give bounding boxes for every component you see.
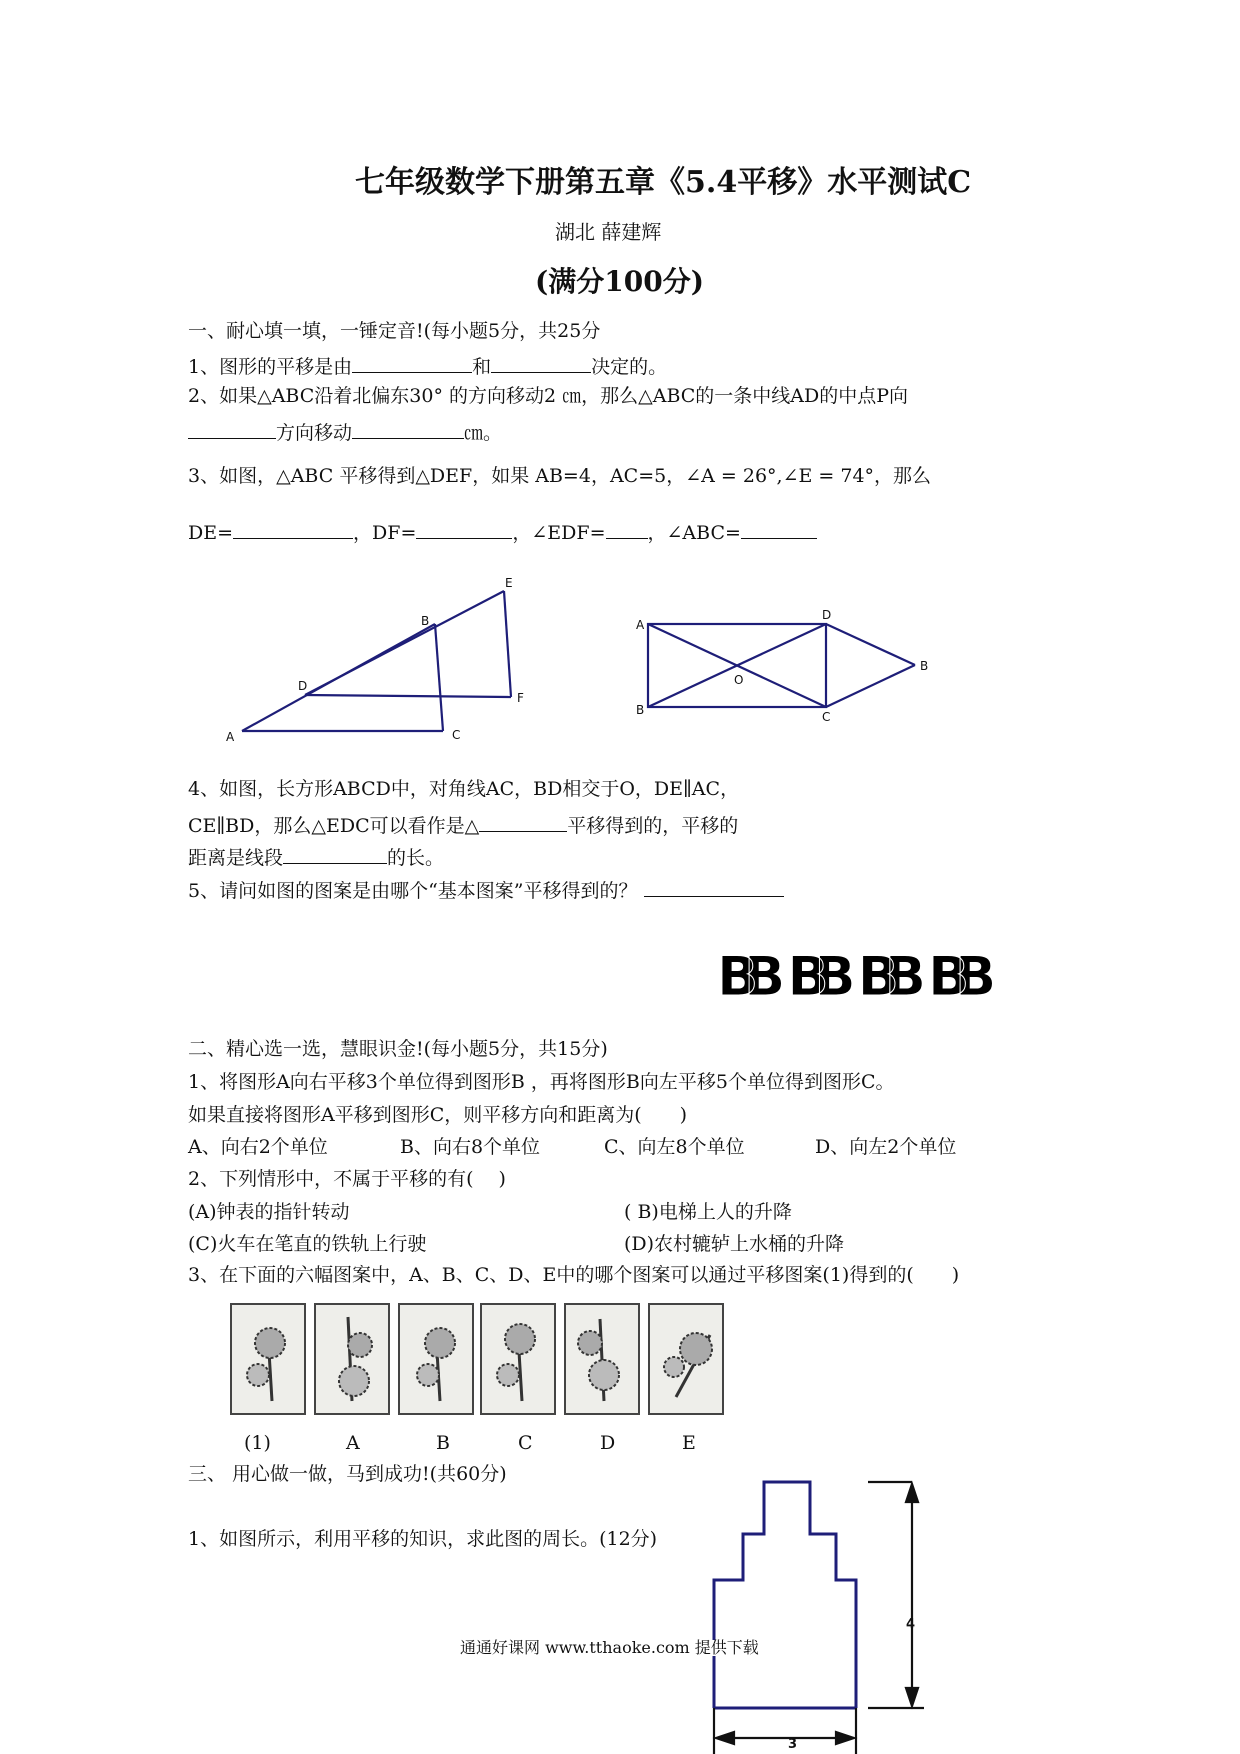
s2-q1-option-c: C、向左8个单位	[604, 1136, 745, 1158]
card-label-c: C	[518, 1432, 533, 1454]
fig2-label-b: B	[636, 703, 645, 717]
s1-q5-blank[interactable]	[644, 878, 784, 897]
flower-icon	[316, 1305, 388, 1413]
flower-icon	[482, 1305, 554, 1413]
s1-q1-a: 1、图形的平移是由	[188, 356, 353, 378]
fig1-label-d: D	[298, 679, 308, 693]
flower-card-d	[564, 1303, 640, 1415]
flower-card-a	[314, 1303, 390, 1415]
dim-height-label: 4	[906, 1617, 916, 1632]
card-label-a: A	[346, 1432, 360, 1454]
fig2-label-e: B	[920, 659, 929, 673]
fig1-label-c: C	[452, 728, 461, 742]
s1-q5-text: 5、请问如图的图案是由哪个“基本图案”平移得到的？	[188, 880, 638, 902]
page-title: 七年级数学下册第五章《5.4平移》水平测试C	[355, 165, 972, 200]
footer-text: 通通好课网 www.tthaoke.com 提供下载	[460, 1638, 759, 1657]
bb-unit-2: BB	[787, 945, 842, 1008]
s1-q3-de: DE=	[188, 522, 234, 544]
bb-unit-3: BB	[857, 945, 912, 1008]
section3-heading: 三、 用心做一做，马到成功!(共60分)	[188, 1463, 507, 1485]
perimeter-figure	[714, 1482, 856, 1708]
s1-q4-line1: 4、如图，长方形ABCD中，对角线AC，BD相交于O，DE∥AC，	[188, 778, 740, 800]
s2-q2-option-b: ( B)电梯上人的升降	[624, 1201, 792, 1223]
s2-q2-option-a: (A)钟表的指针转动	[188, 1201, 350, 1223]
flower-card-c	[480, 1303, 556, 1415]
s1-q4-blank1[interactable]	[479, 813, 567, 832]
s2-q3-text: 3、在下面的六幅图案中，A、B、C、D、E中的哪个图案可以通过平移图案(1)得到的( )	[188, 1264, 960, 1286]
s2-q2-option-d: (D)农村辘轳上水桶的升降	[624, 1233, 845, 1255]
s1-q3-abc: ，∠ABC=	[647, 522, 741, 544]
fig1-side-de	[305, 591, 504, 695]
card-label-1: (1)	[244, 1432, 271, 1454]
s1-q4-line3	[188, 845, 444, 868]
fig1-label-a: A	[226, 730, 235, 744]
flower-card-1	[230, 1303, 306, 1415]
s2-q2-option-c: (C)火车在笔直的铁轨上行驶	[188, 1233, 427, 1255]
fig2-label-o: O	[734, 673, 744, 687]
s2-q1-option-b: B、向右8个单位	[400, 1136, 541, 1158]
bb-unit-1: BB	[717, 945, 772, 1008]
s1-q4-line3b: 的长。	[387, 847, 445, 869]
s1-q2-b: 方向移动	[276, 422, 353, 444]
card-label-e: E	[682, 1432, 696, 1454]
s2-q1-line1: 1、将图形A向右平移3个单位得到图形B ，再将图形B向左平移5个单位得到图形C。	[188, 1071, 895, 1093]
fig2-side-ce	[826, 665, 915, 707]
s2-q1-option-d: D、向左2个单位	[815, 1136, 957, 1158]
s1-q4-line3a: 距离是线段	[188, 847, 284, 869]
s3-q1-text: 1、如图所示，利用平移的知识，求此图的周长。(12分)	[188, 1528, 658, 1550]
bb-pattern	[717, 945, 983, 1008]
s1-q4-line2a: CE∥BD，那么△EDC可以看作是△	[188, 815, 480, 837]
s1-q4-line2	[188, 813, 738, 836]
flower-card-b	[398, 1303, 474, 1415]
fig2-label-d: D	[822, 608, 832, 622]
full-score: (满分100分)	[535, 265, 704, 298]
s1-q2-c: ㎝。	[464, 422, 503, 444]
section1-heading: 一、耐心填一填，一锤定音!(每小题5分，共25分	[188, 320, 601, 342]
flower-icon	[232, 1305, 304, 1413]
s1-q5	[188, 878, 784, 901]
fig2-label-c: C	[822, 710, 831, 724]
s1-q4-blank2[interactable]	[283, 845, 387, 864]
fig1-side-df	[305, 695, 511, 697]
s2-q2-text: 2、下列情形中，不属于平移的有( )	[188, 1168, 506, 1190]
dim-width-label: 3	[788, 1737, 798, 1752]
fig2-label-a: A	[636, 618, 645, 632]
card-label-d: D	[600, 1432, 616, 1454]
s1-q1-c: 决定的。	[591, 356, 668, 378]
flower-icon	[650, 1305, 722, 1413]
s1-q3-line1: 3、如图，△ABC 平移得到△DEF，如果 AB=4，AC=5，∠A = 26°,∠E = 74°，那么	[188, 465, 932, 487]
s1-q2-line1: 2、如果△ABC沿着北偏东30° 的方向移动2 ㎝，那么△ABC的一条中线AD的中点P向	[188, 385, 909, 407]
flower-icon	[400, 1305, 472, 1413]
fig1-label-f: F	[517, 691, 524, 705]
card-label-b: B	[436, 1432, 450, 1454]
flower-card-e	[648, 1303, 724, 1415]
bb-unit-4: BB	[927, 945, 983, 1008]
s1-q1-b: 和	[472, 356, 492, 378]
s1-q3-df: ，DF=	[353, 522, 417, 544]
section2-heading: 二、精心选一选，慧眼识金!(每小题5分，共15分)	[188, 1038, 608, 1060]
s1-q4-line2b: 平移得到的，平移的	[567, 815, 739, 837]
flower-icon	[566, 1305, 638, 1413]
fig1-side-bc	[435, 624, 443, 731]
s1-q3-edf: ，∠EDF=	[512, 522, 606, 544]
fig1-side-ef	[504, 591, 511, 697]
fig1-label-b: B	[421, 614, 430, 628]
dim-width-arrow	[714, 1708, 856, 1754]
s2-q1-option-a: A、向右2个单位	[188, 1136, 328, 1158]
fig2-side-de	[826, 624, 915, 665]
fig1-label-e: E	[505, 576, 513, 590]
author: 湖北 薛建辉	[555, 220, 662, 244]
dim-height-arrow	[868, 1482, 924, 1708]
s2-q1-line2: 如果直接将图形A平移到图形C，则平移方向和距离为( )	[188, 1104, 688, 1126]
